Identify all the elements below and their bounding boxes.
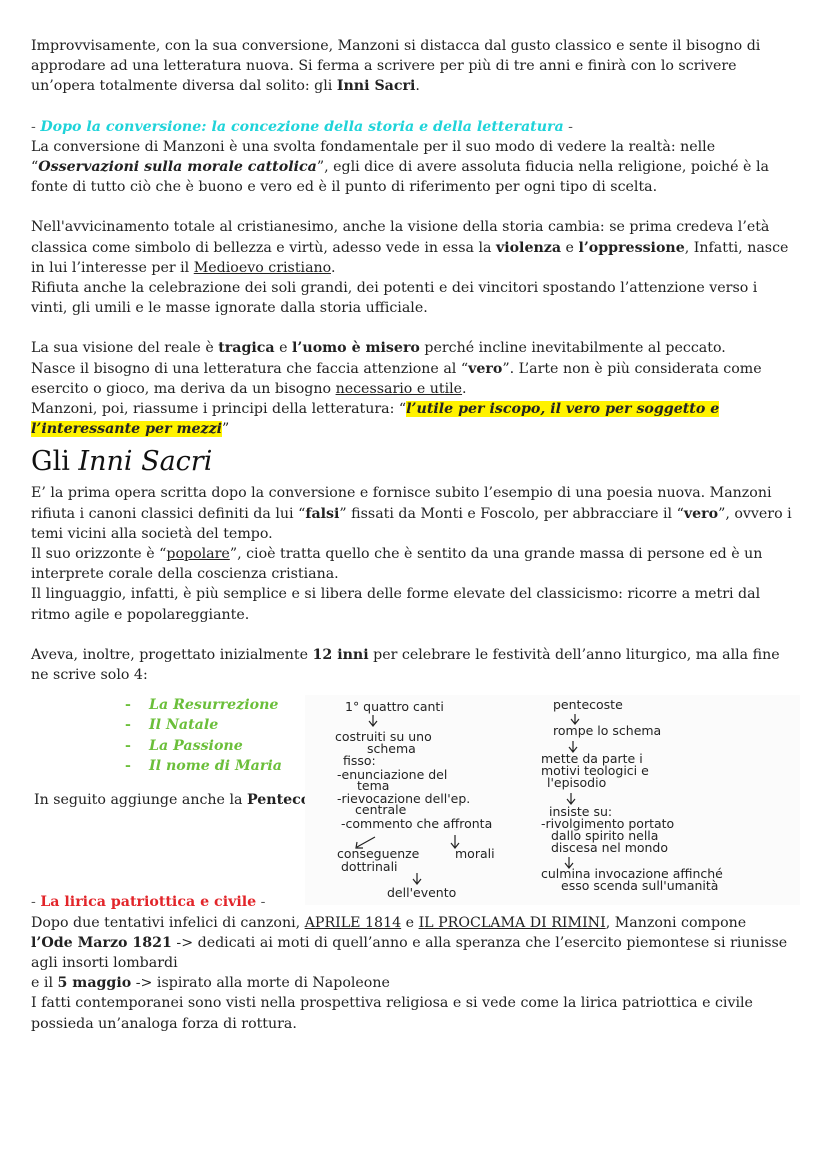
note-left: fisso:: [343, 753, 376, 768]
note-right: discesa nel mondo: [551, 840, 669, 855]
note-right: motivi teologici e: [541, 763, 649, 778]
note-left: -commento che affronta: [341, 816, 493, 831]
note-left: tema: [357, 778, 390, 793]
heading-inni-sacri: Gli Inni Sacri: [31, 446, 213, 478]
paragraph-prima-opera: E’ la prima opera scritta dopo la conversione e fornisce subito l’esempio di una poesia nuova. Manzoni rifiuta i canoni classici definiti da lui “falsi” fissati da Monti e Foscolo, per abbracciare il “vero”, ovvero i temi vicini alla società del tempo.: [31, 485, 792, 542]
note-right: l'episodio: [547, 775, 607, 790]
paragraph-12-inni: Aveva, inoltre, progettato inizialmente 12 inni per celebrare le festività dell’anno liturgico, ma alla fine ne scrive solo 4:: [31, 646, 780, 684]
paragraph-orizzonte: Il suo orizzonte è “popolare”, cioè tratta quello che è sentito da una grande massa di persone ed è un interprete corale della coscienza cristiana.: [31, 546, 763, 583]
note-left: 1° quattro canti: [345, 699, 444, 714]
note-left: dell'evento: [387, 885, 457, 900]
note-left: -rievocazione dell'ep.: [337, 791, 471, 806]
note-left: schema: [367, 741, 416, 756]
note-right: dallo spirito nella: [551, 828, 659, 843]
paragraph-ode-marzo: l’Ode Marzo 1821 -> dedicati ai moti di quell’anno e alla speranza che l’esercito piemontese si riunisse agli insorti lombardi: [31, 934, 788, 971]
section-heading-lirica: - La lirica patriottica e civile -: [31, 894, 266, 911]
handwritten-notes-image: [305, 695, 800, 905]
note-right: insiste su:: [549, 804, 613, 819]
paragraph-linguaggio: Il linguaggio, infatti, è più semplice e si libera delle forme elevate del classicismo: ricorre a metri dal ritmo agile e popolareggiante.: [31, 586, 761, 623]
paragraph-5-maggio: e il 5 maggio -> ispirato alla morte di Napoleone: [31, 975, 390, 992]
note-right: -rivolgimento portato: [541, 816, 675, 831]
note-right: culmina invocazione affinché: [541, 866, 723, 881]
note-right: pentecoste: [553, 697, 623, 712]
note-left: morali: [455, 846, 495, 861]
list-item: - Il Natale: [125, 715, 796, 735]
note-right: esso scenda sull'umanità: [561, 878, 719, 893]
paragraph-vero: Nasce il bisogno di una letteratura che faccia attenzione al “vero”. L’arte non è più considerata come esercito o gioco, ma deriva da un bisogno necessario e utile.: [31, 360, 762, 397]
intro-paragraph: Improvvisamente, con la sua conversione, Manzoni si distacca dal gusto classico e sente il bisogno di approdare ad una letteratura nuova. Si ferma a scrivere per più di tre anni e finirà con lo scrivere un’opera totalmente diversa dal solito: gli Inni Sacri.: [31, 38, 761, 95]
note-left: centrale: [355, 802, 407, 817]
note-right: mette da parte i: [541, 751, 643, 766]
list-item: - La Passione: [125, 736, 796, 756]
paragraph-fatti: I fatti contemporanei sono visti nella prospettiva religiosa e si vede come la lirica patriottica e civile possieda un’analoga forza di rottura.: [31, 995, 753, 1032]
paragraph-storia: Nell'avvicinamento totale al cristianesimo, anche la visione della storia cambia: se prima credeva l’età classica come simbolo di bellezza e virtù, adesso vede in essa la violenza e l’oppressione, Infatti, nasce in lui l’interesse per il Medioevo cristiano.: [31, 219, 789, 276]
section-heading-conversione: - Dopo la conversione: la concezione della storia e della letteratura -: [31, 118, 573, 135]
list-item: - Il nome di Maria: [125, 756, 796, 776]
note-right: rompe lo schema: [553, 723, 662, 738]
note-left: dottrinali: [341, 859, 398, 874]
inni-sacri-bold: Inni Sacri: [336, 78, 416, 95]
note-left: costruiti su uno: [335, 729, 432, 744]
paragraph-tragica: La sua visione del reale è tragica e l’uomo è misero perché incline inevitabilmente al peccato.: [31, 340, 726, 357]
paragraph-canzoni: Dopo due tentativi infelici di canzoni, APRILE 1814 e IL PROCLAMA DI RIMINI, Manzoni compone: [31, 914, 747, 931]
note-left: conseguenze: [337, 846, 420, 861]
paragraph-conversione: La conversione di Manzoni è una svolta fondamentale per il suo modo di vedere la realtà: nelle “Osservazioni sulla morale cattolica”, egli dice di avere assoluta fiducia nella religione, poiché è la fonte di tutto ciò che è buono e vero ed è il punto di riferimento per ogni tipo di scelta.: [31, 138, 769, 196]
note-left: -enunciazione del: [337, 767, 448, 782]
list-item: - La Resurrezione: [125, 695, 796, 715]
highlighted-quote: l’utile per iscopo, il vero per soggetto e l’interessante per mezzi: [31, 401, 720, 438]
paragraph-principi: Manzoni, poi, riassume i principi della letteratura: “l’utile per iscopo, il vero per soggetto e l’interessante per mezzi”: [31, 401, 720, 438]
paragraph-pentecoste: In seguito aggiunge anche la Pentecoste: [34, 792, 334, 809]
work-title-osservazioni: Osservazioni sulla morale cattolica: [38, 159, 317, 176]
paragraph-vinti: Rifiuta anche la celebrazione dei soli grandi, dei potenti e dei vincitori spostando l’attenzione verso i vinti, gli umili e le masse ignorate dalla storia ufficiale.: [31, 280, 758, 317]
